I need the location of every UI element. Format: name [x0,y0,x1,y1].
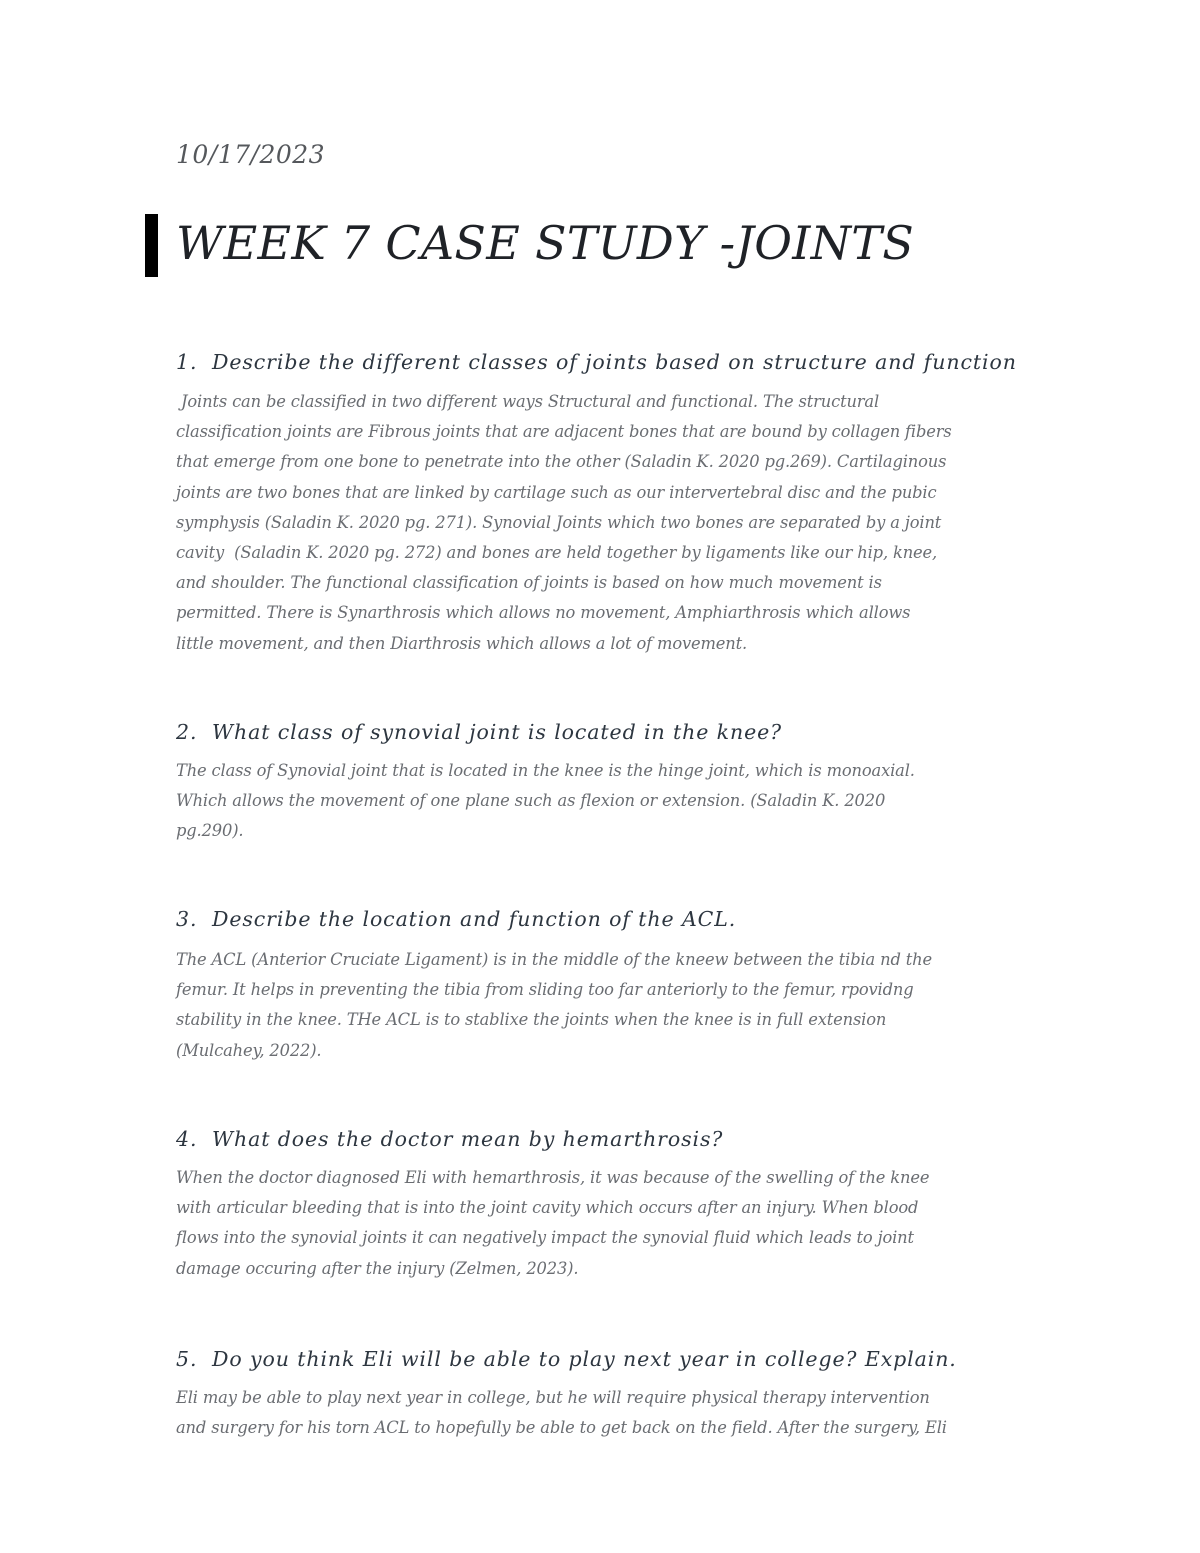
question-heading [176,720,782,744]
answer-line: Which allows the movement of one plane such as flexion or extension. (Saladin K. 2020 [176,791,886,811]
answer-paragraph [176,945,1036,1066]
question-heading [176,350,1017,374]
answer-line: pg.290). [176,821,244,841]
question-number: 5. [176,1347,198,1371]
question-text: Describe the different classes of joints based on structure and function [212,350,1017,374]
answer-line: stability in the knee. THe ACL is to stablixe the joints when the knee is in full extension [176,1010,887,1030]
question-text: Do you think Eli will be able to play next year in college? Explain. [212,1347,957,1371]
answer-line: (Mulcahey, 2022). [176,1040,322,1060]
answer-line: that emerge from one bone to penetrate into the other (Saladin K. 2020 pg.269). Cartilaginous [176,452,947,472]
question-heading [176,1347,957,1371]
answer-line: symphysis (Saladin K. 2020 pg. 271). Synovial Joints which two bones are separated by a joint [176,512,942,532]
document-date: 10/17/2023 [176,140,326,169]
answer-line: joints are two bones that are linked by cartilage such as our intervertebral disc and the pubic [176,482,937,502]
answer-paragraph [176,387,1036,659]
answer-line: with articular bleeding that is into the joint cavity which occurs after an injury. When blood [176,1198,919,1218]
answer-line: permitted. There is Synarthrosis which allows no movement, Amphiarthrosis which allows [176,603,911,623]
answer-line: femur. It helps in preventing the tibia from sliding too far anteriorly to the femur, rpovidng [176,980,914,1000]
question-text: What does the doctor mean by hemarthrosis? [212,1127,724,1151]
question-text: What class of synovial joint is located in the knee? [212,720,783,744]
answer-paragraph [176,1383,1036,1443]
answer-line: Joints can be classified in two different ways Structural and functional. The structural [176,392,880,411]
answer-line: damage occuring after the injury (Zelmen, 2023). [176,1258,579,1278]
answer-line: The class of Synovial joint that is located in the knee is the hinge joint, which is monoaxial. [176,761,915,780]
answer-line: Eli may be able to play next year in college, but he will require physical therapy intervention [176,1388,930,1407]
title-accent-bar [145,214,158,277]
answer-line: flows into the synovial joints it can negatively impact the synovial fluid which leads to joint [176,1228,914,1248]
document-title: WEEK 7 CASE STUDY -JOINTS [176,216,915,270]
answer-line: little movement, and then Diarthrosis which allows a lot of movement. [176,633,748,653]
answer-line: and shoulder. The functional classification of joints is based on how much movement is [176,573,882,593]
answer-line: and surgery for his torn ACL to hopefully be able to get back on the field. After the surgery, Eli [176,1418,947,1438]
question-heading [176,1127,723,1151]
question-text: Describe the location and function of the ACL. [212,907,737,931]
answer-line: When the doctor diagnosed Eli with hemarthrosis, it was because of the swelling of the knee [176,1168,930,1187]
answer-line: cavity (Saladin K. 2020 pg. 272) and bones are held together by ligaments like our hip, knee, [176,543,938,563]
answer-paragraph [176,1163,1036,1284]
answer-paragraph [176,756,1036,847]
question-heading [176,907,736,931]
question-number: 2. [176,720,198,744]
question-number: 1. [176,350,198,374]
answer-line: The ACL (Anterior Cruciate Ligament) is in the middle of the kneew between the tibia nd the [176,950,932,969]
question-number: 4. [176,1127,198,1151]
answer-line: classification joints are Fibrous joints that are adjacent bones that are bound by collagen fibers [176,422,952,442]
question-number: 3. [176,907,198,931]
